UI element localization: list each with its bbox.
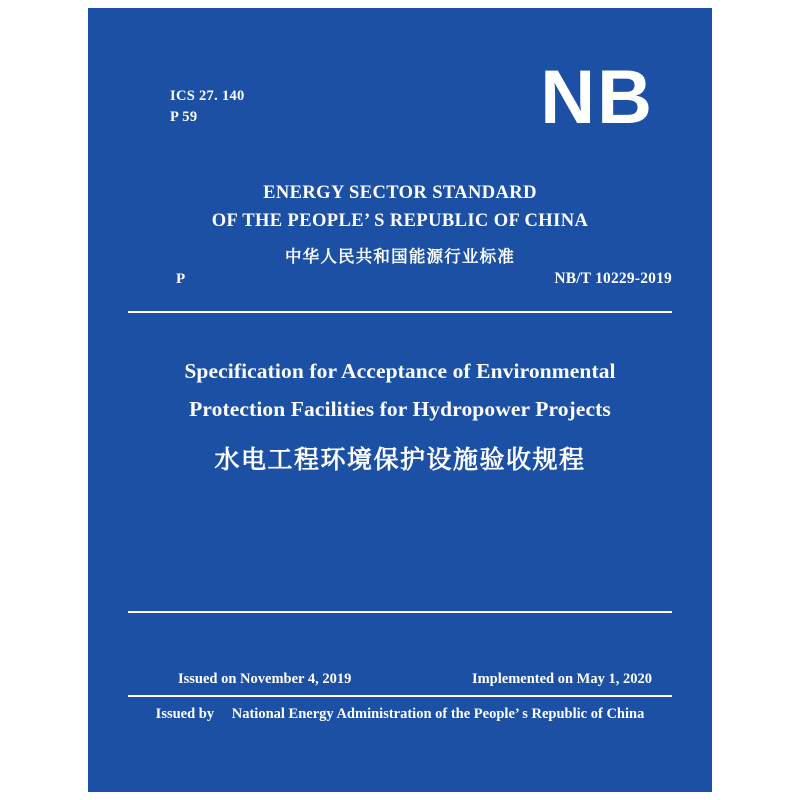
identification-row — [176, 270, 672, 288]
issued-by-row — [88, 706, 712, 723]
ics-code: ICS 27. 140 — [170, 88, 245, 104]
classification-codes — [170, 86, 245, 128]
standard-number: NB/T 10229-2019 — [554, 270, 672, 287]
title-en-line-2: Protection Facilities for Hydropower Projects — [189, 396, 611, 421]
standard-cover — [88, 8, 712, 792]
organization-line-cn: 中华人民共和国能源行业标准 — [284, 247, 516, 266]
issued-on-date: Issued on November 4, 2019 — [178, 671, 352, 687]
title-cn: 水电工程环境保护设施验收规程 — [214, 446, 586, 475]
p-mark: P — [176, 271, 186, 287]
issued-by-value: National Energy Administration of the People’ s Republic of China — [231, 706, 645, 722]
title-en-line-1: Specification for Acceptance of Environmental — [184, 359, 616, 383]
classification-code: P 59 — [170, 109, 198, 126]
implemented-on-date: Implemented on May 1, 2020 — [471, 671, 652, 687]
issued-by-label: Issued by — [155, 706, 215, 722]
organization-line-en-1: ENERGY SECTOR STANDARD — [263, 183, 537, 203]
divider-top — [128, 311, 672, 313]
organization-block — [88, 180, 712, 267]
divider-footer — [128, 695, 672, 697]
nb-logo: NB — [540, 55, 654, 140]
title-block — [132, 353, 668, 476]
organization-line-en-2: OF THE PEOPLE’ S REPUBLIC OF CHINA — [211, 210, 589, 231]
divider-bottom — [128, 611, 672, 613]
dates-row — [178, 671, 652, 688]
